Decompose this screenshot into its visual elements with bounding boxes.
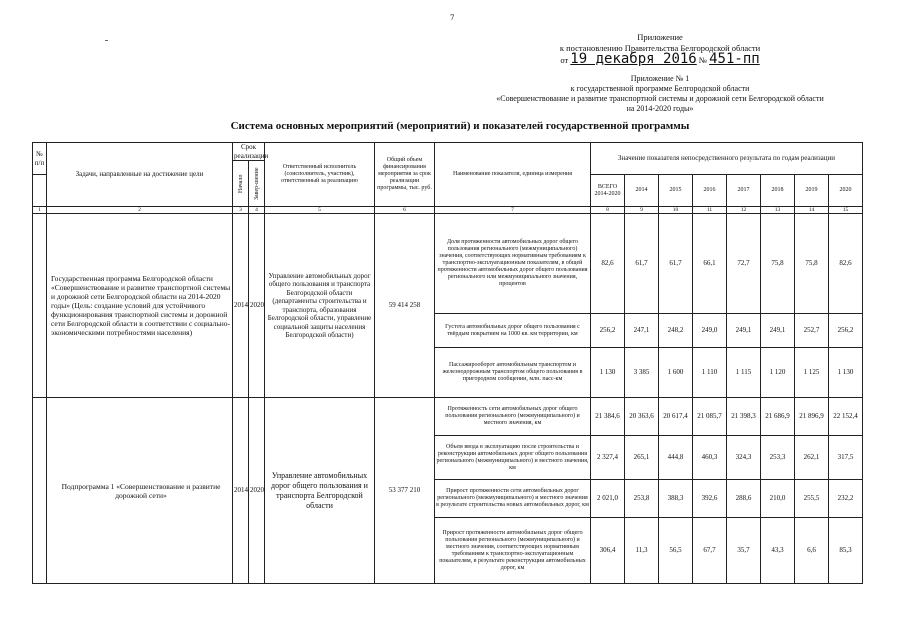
col-volume-header: Общий объем финансирования мероприятия за срок реализации программы, тыс. руб. [375,143,435,207]
col-term-header: Срок реализации [234,143,269,160]
col-year-header: 2020 [829,175,863,207]
col-year-header: 2016 [693,175,727,207]
indicator-name: Прирост протяженности автомобильных дорог общего пользования регионального (межмуниципального) и местного значения, соответствующих нормативным требованиям к транспортно-эксплуатационным показателям, в результате реконструкции автомобильных дорог, км [435,518,591,584]
indicator-name: Протяженность сети автомобильных дорог общего пользования регионального (межмуниципального) и местного значения, км [435,398,591,436]
col-values-header: Значение показателя непосредственного результата по годам реализации [591,143,863,175]
document-title: Система основных мероприятий (мероприятий) и показателей государственной программы [230,120,690,132]
decree-number: 451-пп [709,51,760,67]
table-row: Прирост протяженности автомобильных дорог общего пользования регионального (межмуниципального) и местного значения, соответствующих нормативным требованиям к транспортно-эксплуатационным показателям, в результате реконструкции автомобильных дорог, км 306,4 11,3 56,5 67,7 35,7 43,3 6,6 85,3 [33,518,863,584]
table-row: Прирост протяженности сети автомобильных дорог регионального (межмуниципального) и местного значения в результате строительства новых автомобильных дорог, км 2 021,0 253,8 388,3 392,6 288,6 210,0 255,5 232,2 [33,480,863,518]
page-number: 7 [450,14,455,22]
funding-volume: 53 377 210 [375,398,435,584]
start-year: 2014 [233,398,249,584]
program-table [32,142,863,584]
indicator-name: Прирост протяженности сети автомобильных дорог регионального (межмуниципального) и местного значения в результате строительства новых автомобильных дорог, км [435,480,591,518]
col-year-header: 2014 [625,175,659,207]
subprogram-task: Подпрограмма 1 «Совершенствование и развитие дорожной сети» [47,398,233,584]
indicator-name: Объем ввода в эксплуатацию после строительства и реконструкции автомобильных дорог общего пользования регионального (межмуниципального) и местного значения, км [435,436,591,480]
indicator-name: Пассажирооборот автомобильным транспортом и железнодорожным транспортом общего пользования в пригородном сообщении, млн. пасс-км [435,348,591,398]
indicator-name: Густота автомобильных дорог общего пользования с твёрдым покрытием на 1000 кв. км территории, км [435,314,591,348]
decree-ref: к постановлению Правительства Белгородской области [559,43,761,53]
decree-date: 19 декабря 2016 [570,51,697,67]
col-year-header: 2015 [659,175,693,207]
table-row: Объем ввода в эксплуатацию после строительства и реконструкции автомобильных дорог общего пользования регионального (межмуниципального) и местного значения, км 2 327,4 265,1 444,8 460,3 324,3 253,3 262,1 317,5 [33,436,863,480]
col-year-header: 2019 [795,175,829,207]
program-header [460,74,860,114]
col-executor-header: Ответственный исполнитель (соисполнитель, участник), ответственный за реализацию [265,143,375,207]
col-year-header: 2018 [761,175,795,207]
end-year: 2020 [249,214,265,398]
appendix1-label: Приложение № 1 [630,74,690,83]
program-name: «Совершенствование и развитие транспортной системы и дорожной сети Белгородской области [496,94,824,103]
end-year: 2020 [249,398,265,584]
start-year: 2014 [233,214,249,398]
col-year-header: 2017 [727,175,761,207]
table-row: Государственная программа Белгородской области «Совершенствование и развитие транспортной системы и дорожной сети Белгородской области на 2014-2020 годы» (Цель: создание условий для устойчивого функционирования транспортной системы и дорожной сети Белгородской области в соответствии с социально-экономическими потребностями населения) 2014 2020 Управление автомобильных дорог общего пользования и транспорта Белгородской области (департаменты строительства и транспорта, образования Белгородской области, управление социальной защиты населения Белгородской области) 59 414 258 Доля протяженности автомобильных дорог общего пользования регионального (межмуниципального) значения, соответствующих нормативным требованиям к транспортно-эксплуатационным показателям, в общей протяженности автомобильных дорог общего пользования регионального или межмуниципального значения, процентов 82,6 61,7 61,7 66,1 72,7 75,8 75,8 82,6 [33,214,863,314]
col-indicator-header: Наименование показателя, единица измерения [435,143,591,207]
table-row: Пассажирооборот автомобильным транспортом и железнодорожным транспортом общего пользования в пригородном сообщении, млн. пасс-км 1 130 3 385 1 600 1 110 1 115 1 120 1 125 1 130 [33,348,863,398]
col-end-header: Завер-шение [249,161,265,207]
decree-header [540,32,780,66]
executor: Управление автомобильных дорог общего пользования и транспорта Белгородской области [265,398,375,584]
col-total-header: ВСЕГО 2014-2020 [591,175,625,207]
program-task: Государственная программа Белгородской области «Совершенствование и развитие транспортной системы и дорожной сети Белгородской области на 2014-2020 годы» (Цель: создание условий для устойчивого функционирования транспортной системы и дорожной сети Белгородской области в соответствии с социально-экономическими потребностями населения) [47,214,233,398]
scan-mark [105,40,108,41]
table-row: Густота автомобильных дорог общего пользования с твёрдым покрытием на 1000 кв. км территории, км 256,2 247,1 248,2 249,0 249,1 249,1 252,7 256,2 [33,314,863,348]
executor: Управление автомобильных дорог общего пользования и транспорта Белгородской области (департаменты строительства и транспорта, образования Белгородской области, управление социальной защиты населения Белгородской области) [265,214,375,398]
appendix1-ref: к государственной программе Белгородской области [570,84,750,93]
program-period: на 2014-2020 годы» [626,104,694,113]
funding-volume: 59 414 258 [375,214,435,398]
col-tasks-header: Задачи, направленные на достижение цели [47,143,233,207]
index-row: 1 2 3 4 5 6 7 8 9 10 11 12 13 14 15 [33,207,863,214]
decree-date-line: от 19 декабря 2016 № 451-пп [560,51,760,67]
indicator-name: Доля протяженности автомобильных дорог общего пользования регионального (межмуниципального) значения, соответствующих нормативным требованиям к транспортно-эксплуатационным показателям, в общей протяженности автомобильных дорог общего пользования регионального или межмуниципального значения, процентов [435,214,591,314]
appendix-label: Приложение [637,32,683,42]
col-num-header: № п/п [33,143,47,175]
col-start-header: Начало [233,161,249,207]
table-row: Подпрограмма 1 «Совершенствование и развитие дорожной сети» 2014 2020 Управление автомобильных дорог общего пользования и транспорта Белгородской области 53 377 210 Протяженность сети автомобильных дорог общего пользования регионального (межмуниципального) и местного значения, км 21 384,6 20 363,6 20 617,4 21 085,7 21 398,3 21 686,9 21 896,9 22 152,4 [33,398,863,436]
